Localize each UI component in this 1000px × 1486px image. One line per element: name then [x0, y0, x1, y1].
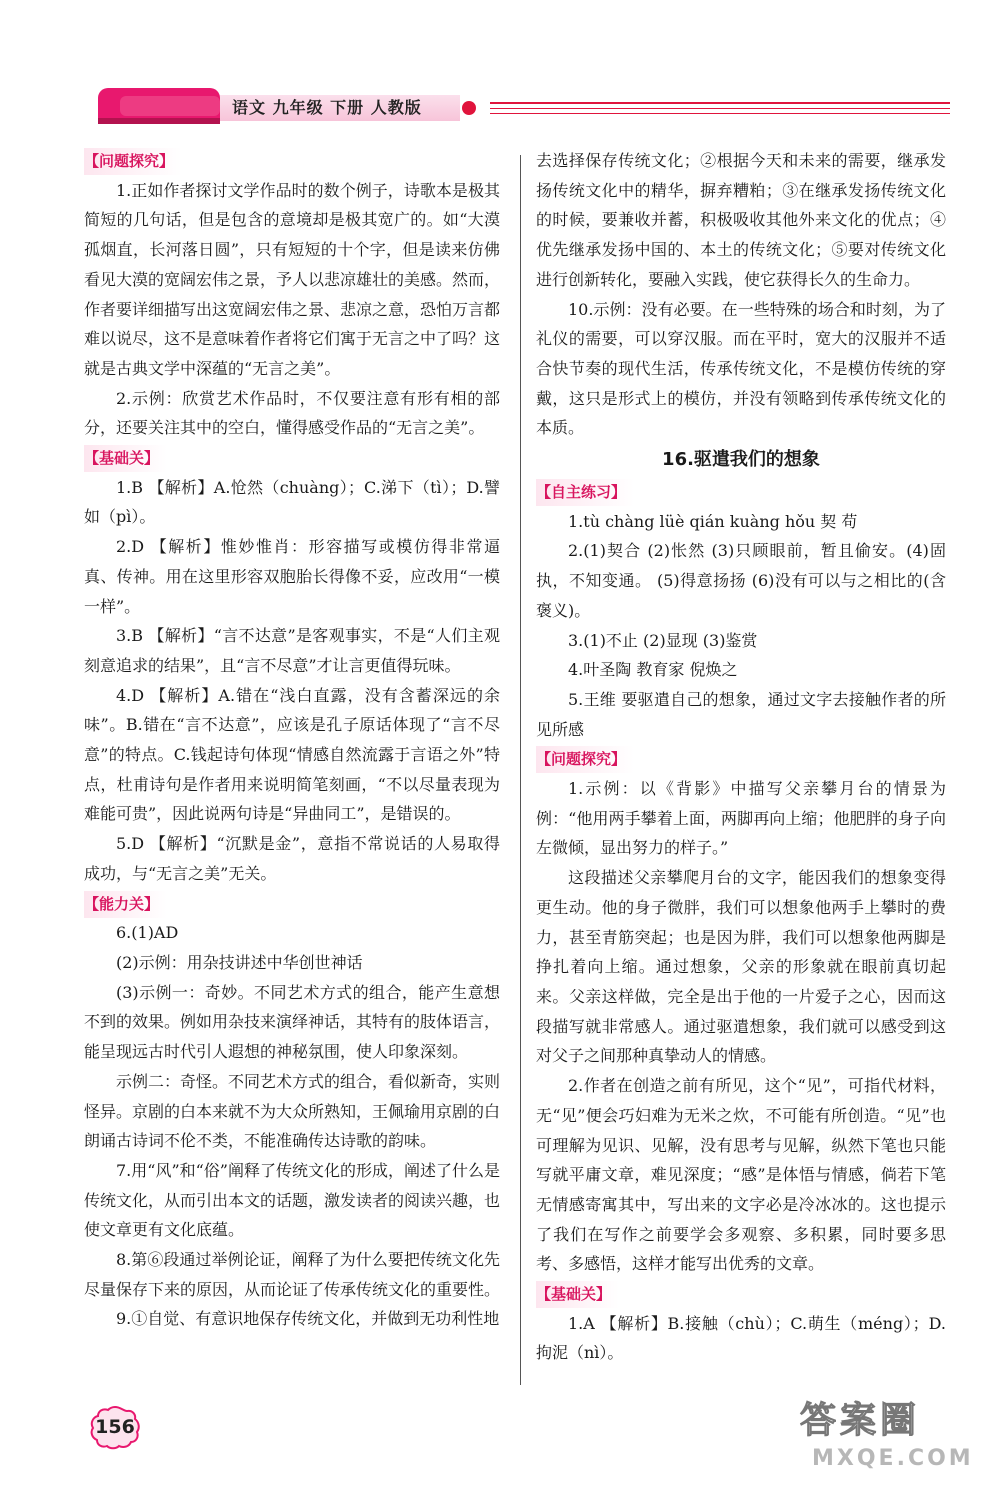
section-heading: 【问题探究】 [84, 148, 182, 175]
section-heading-row [84, 889, 500, 919]
watermark-logo: 答案圈 [800, 1400, 921, 1441]
answer-paragraph: 2.作者在创造之前有所见，这个“见”，可指代材料，无“见”便会巧妇难为无米之炊，不可能有所创造。“见”也可理解为见识、见解，没有思考与见解，纵然下笔也只能写就平庸文章，难见深度；“感”是体悟与情感，倘若下笔无情感寄寓其中，写出来的文字必是冷冰冰的。这也提示了我们在写作之前要学会多观察、多积累，同时要多思考、多感悟，这样才能写出优秀的文章。 [536, 1076, 946, 1274]
header-dot-icon [462, 101, 476, 115]
answer-paragraph: 去选择保存传统文化；②根据今天和未来的需要，继承发扬传统文化中的精华，摒弃糟粕；③在继承发扬传统文化的时候，要兼收并蓄，积极吸收其他外来文化的优点；④优先继承发扬中国的、本土的传统文化；⑤要对传统文化进行创新转化，要融入实践，使它获得长久的生命力。 [536, 151, 946, 289]
answer-paragraph: 5.D 【解析】“沉默是金”，意指不常说话的人易取得成功，与“无言之美”无关。 [84, 834, 500, 883]
answer-paragraph: 1.示例：以《背影》中描写父亲攀月台的情景为例：“他用两手攀着上面，两脚再向上缩；他肥胖的身子向左微倾，显出努力的样子。” [536, 779, 946, 858]
answer-paragraph: 1.A 【解析】B.接触（chù）；C.萌生（méng）；D.拘泥（nì）。 [536, 1313, 946, 1363]
answer-paragraph: 示例二：奇怪。不同艺术方式的组合，看似新奇，实则怪异。京剧的白本来就不为大众所熟知，王佩瑜用京剧的白朗诵古诗词不伦不类，不能准确传达诗歌的韵味。 [84, 1071, 501, 1151]
header-rule [490, 108, 950, 109]
header-tab-highlight [120, 96, 220, 116]
answer-paragraph: 这段描述父亲攀爬月台的文字，能因我们的想象变得更生动。他的身子微胖，我们可以想象他两手上攀时的费力，甚至青筋突起；也是因为胖，我们可以想象他两脚是挣扎着向上缩。通过想象，父亲的形象就在眼前真切起来。父亲这样做，完全是出于他的一片爱子之心，因而这段描写就非常感人。通过驱遣想象，我们就可以感受到这对父子之间那种真挚动人的情感。 [536, 868, 946, 1066]
page-header [0, 0, 1000, 140]
section-heading-row [84, 146, 500, 176]
answer-paragraph: 7.用“风”和“俗”阐释了传统文化的形成，阐述了什么是传统文化，从而引出本文的话题，激发读者的阅读兴趣，也使文章更有文化底蕴。 [84, 1160, 501, 1240]
answer-paragraph: 1.tù chàng lüè qián kuàng hǒu 契 苟 [568, 511, 858, 531]
answer-paragraph: 4.D 【解析】A.错在“浅白直露，没有含蓄深远的余味”。B.错在“言不达意”，应该是孔子原话体现了“言不尽意”的特点。C.钱起诗句体现“情感自然流露于言语之外”特点，杜甫诗句是作者用来说明简笔刻画，“不以尽量表现为难能可贵”，因此说两句诗是“异曲同工”，是错误的。 [84, 685, 500, 824]
header-title: 语文 九年级 下册 人教版 [232, 98, 422, 117]
answer-paragraph: 2.(1)契合 (2)怅然 (3)只顾眼前，暂且偷安。(4)固执，不知变通。 (5)得意扬扬 (6)没有可以与之相比的(含褒义)。 [536, 541, 946, 620]
answer-paragraph: 4.叶圣陶 教育家 倪焕之 [568, 660, 738, 680]
answer-paragraph: 5.王维 要驱遣自己的想象，通过文字去接触作者的所见所感 [536, 689, 946, 739]
lesson-title: 16.驱遣我们的想象 [662, 449, 820, 471]
right-column [536, 146, 946, 1368]
answer-paragraph: 8.第⑥段通过举例论证，阐释了为什么要把传统文化先尽量保存下来的原因，从而论证了传承传统文化的重要性。 [84, 1250, 501, 1299]
section-heading-row [536, 1279, 946, 1309]
section-heading-row [536, 744, 946, 774]
section-heading-row [536, 477, 946, 507]
section-heading: 【自主练习】 [536, 479, 634, 506]
column-divider [520, 155, 521, 1385]
page-number: 156 [95, 1416, 135, 1438]
answer-paragraph: 1.正如作者探讨文学作品时的数个例子，诗歌本是极其简短的几句话，但是包含的意境却是极其宽广的。如“大漠孤烟直，长河落日圆”，只有短短的十个字，但是读来仿佛看见大漠的宽阔宏伟之景，予人以悲凉雄壮的美感。然而，作者要详细描写出这宽阔宏伟之景、悲凉之意，恐怕万言都难以说尽，这不是意味着作者将它们寓于无言之中了吗？这就是古典文学中深蕴的“无言之美”。 [84, 180, 501, 378]
section-heading: 【问题探究】 [536, 746, 634, 773]
header-rule [490, 113, 950, 114]
section-heading: 【基础关】 [84, 445, 167, 472]
section-heading: 【基础关】 [536, 1281, 619, 1308]
answer-paragraph: (2)示例：用杂技讲述中华创世神话 [116, 952, 363, 972]
section-heading: 【能力关】 [84, 891, 167, 918]
watermark-url: MXQE.COM [812, 1446, 974, 1471]
answer-paragraph: 3.B 【解析】“言不达意”是客观事实，不是“人们主观刻意追求的结果”，且“言不尽意”才让言更值得玩味。 [84, 626, 500, 675]
answer-paragraph: (3)示例一：奇妙。不同艺术方式的组合，能产生意想不到的效果。例如用杂技来演绎神话，其特有的肢体语言，能呈现远古时代引人遐想的神秘氛围，使人印象深刻。 [84, 982, 501, 1062]
answer-paragraph: 3.(1)不止 (2)显现 (3)鉴赏 [568, 630, 758, 650]
answer-paragraph: 2.D 【解析】惟妙惟肖：形容描写或模仿得非常逼真、传神。用在这里形容双胞胎长得像不妥，应改用“一模一样”。 [84, 537, 500, 616]
section-heading-row [84, 443, 500, 473]
header-rule [490, 102, 950, 104]
left-column [84, 146, 500, 1334]
answer-paragraph: 1.B 【解析】A.怆然（chuàng）；C.涕下（tì）；D.譬如（pì）。 [84, 477, 500, 527]
answer-paragraph: 9.①自觉、有意识地保存传统文化，并做到无功利性地 [116, 1309, 500, 1329]
answer-paragraph: 6.(1)AD [116, 923, 179, 943]
answer-paragraph: 10.示例：没有必要。在一些特殊的场合和时刻，为了礼仪的需要，可以穿汉服。而在平时，宽大的汉服并不适合快节奏的现代生活，传承传统文化，不是模仿传统的穿戴，这只是形式上的模仿，并没有领略到传承传统文化的本质。 [536, 299, 946, 438]
answer-paragraph: 2.示例：欣赏艺术作品时，不仅要注意有形有相的部分，还要关注其中的空白，懂得感受作品的“无言之美”。 [84, 388, 500, 438]
